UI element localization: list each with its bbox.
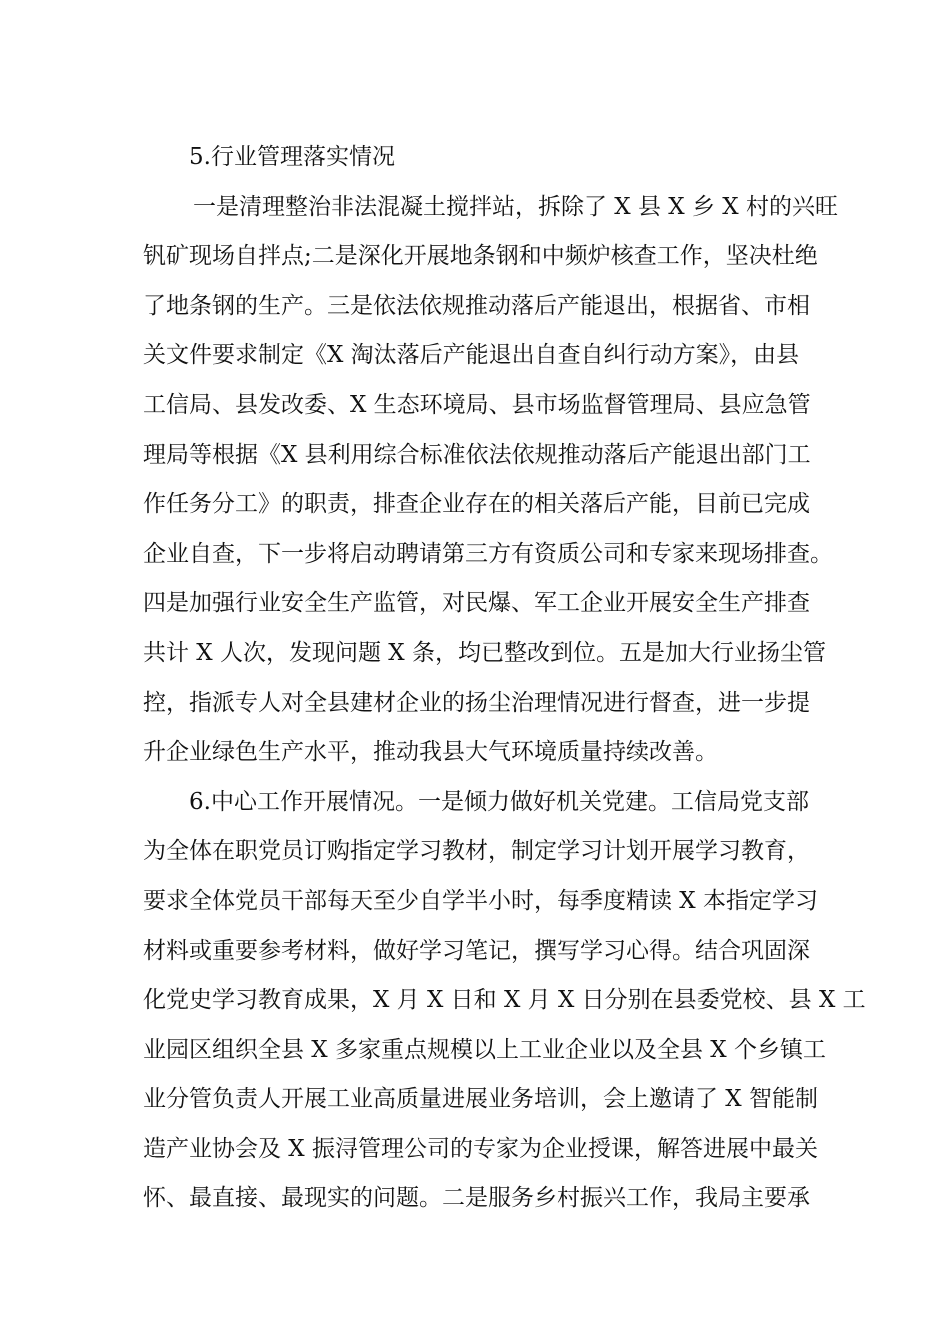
paragraph-line: 6.中心工作开展情况。一是倾力做好机关党建。工信局党支部 — [189, 788, 809, 815]
paragraph-line: 一是清理整治非法混凝土搅拌站，拆除了 X 县 X 乡 X 村的兴旺 — [193, 193, 838, 220]
paragraph-line: 企业自查，下一步将启动聘请第三方有资质公司和专家来现场排查。 — [143, 540, 833, 567]
paragraph-line: 共计 X 人次，发现问题 X 条，均已整改到位。五是加大行业扬尘管 — [143, 639, 826, 666]
paragraph-line: 化党史学习教育成果，X 月 X 日和 X 月 X 日分别在县委党校、县 X 工 — [143, 987, 866, 1014]
section-5-heading: 5.行业管理落实情况 — [189, 144, 395, 170]
paragraph-line: 升企业绿色生产水平，推动我县大气环境质量持续改善。 — [143, 739, 718, 766]
paragraph-line: 关文件要求制定《X 淘汰落后产能退出自查自纠行动方案》，由县 — [143, 342, 800, 369]
paragraph-line: 材料或重要参考材料，做好学习笔记，撰写学习心得。结合巩固深 — [143, 937, 810, 964]
paragraph-line: 了地条钢的生产。三是依法依规推动落后产能退出，根据省、市相 — [143, 292, 810, 319]
document-body — [143, 133, 866, 1224]
paragraph-line: 为全体在职党员订购指定学习教材，制定学习计划开展学习教育， — [143, 838, 810, 865]
paragraph-line: 四是加强行业安全生产监管，对民爆、军工企业开展安全生产排查 — [143, 590, 810, 617]
section-6-paragraph — [143, 778, 866, 1224]
paragraph-line: 要求全体党员干部每天至少自学半小时，每季度精读 X 本指定学习 — [143, 887, 818, 914]
paragraph-line: 业园区组织全县 X 多家重点规模以上工业企业以及全县 X 个乡镇工 — [143, 1036, 826, 1063]
paragraph-line: 钒矿现场自拌点;二是深化开展地条钢和中频炉核查工作，坚决杜绝 — [143, 243, 818, 270]
paragraph-line: 怀、最直接、最现实的问题。二是服务乡村振兴工作，我局主要承 — [143, 1185, 810, 1212]
paragraph-line: 控，指派专人对全县建材企业的扬尘治理情况进行督查，进一步提 — [143, 689, 810, 716]
section-5-paragraph — [143, 183, 838, 778]
paragraph-line: 业分管负责人开展工业高质量进展业务培训，会上邀请了 X 智能制 — [143, 1086, 818, 1113]
paragraph-line: 作任务分工》的职责，排查企业存在的相关落后产能，目前已完成 — [143, 491, 810, 518]
paragraph-line: 工信局、县发改委、X 生态环境局、县市场监督管理局、县应急管 — [143, 391, 811, 418]
paragraph-line: 理局等根据《X 县利用综合标准依法依规推动落后产能退出部门工 — [143, 441, 811, 468]
paragraph-line: 造产业协会及 X 振浔管理公司的专家为企业授课，解答进展中最关 — [143, 1135, 818, 1162]
